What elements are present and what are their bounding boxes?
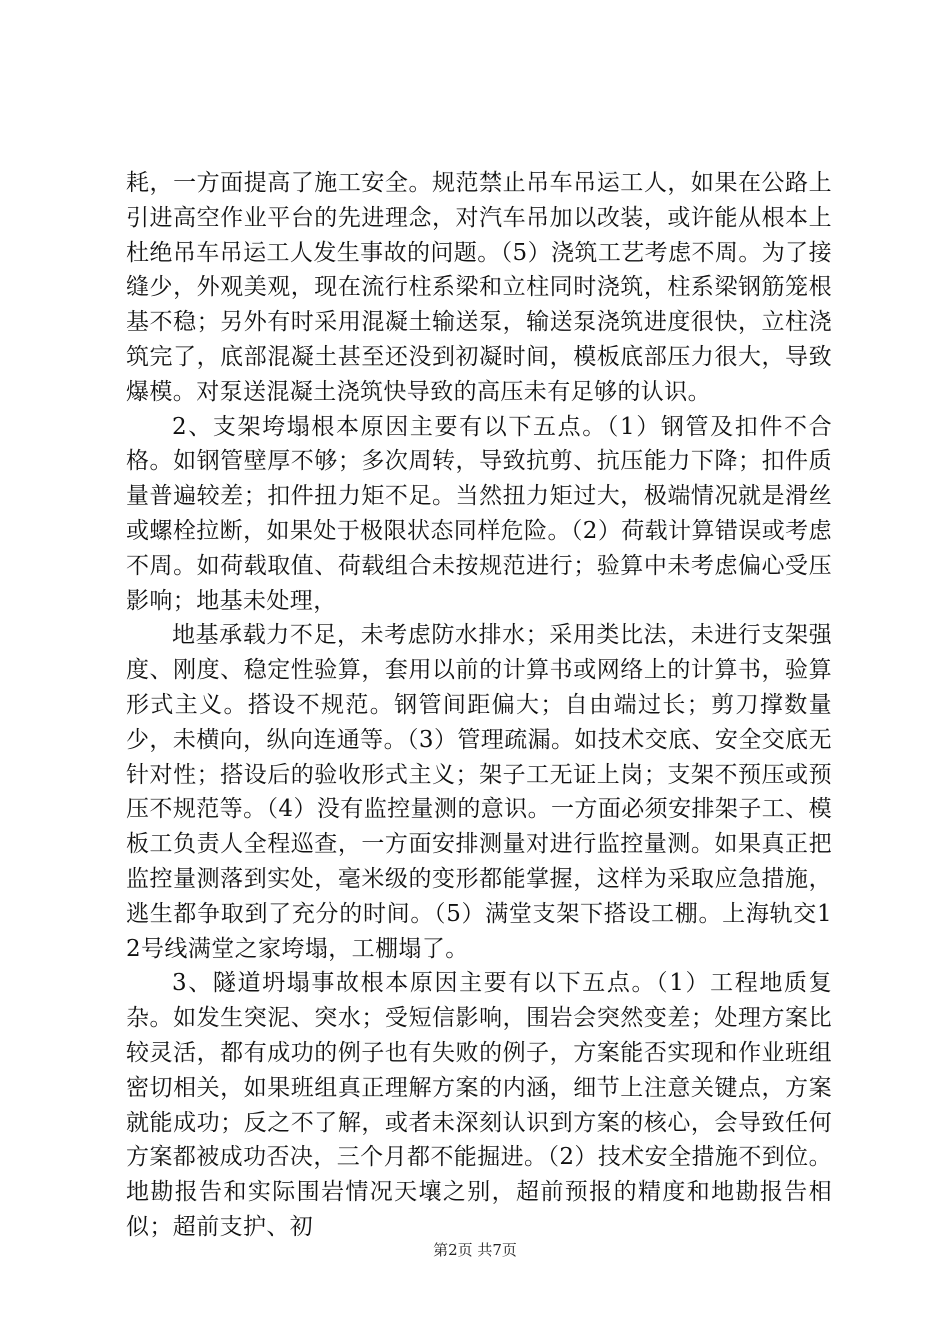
document-body xyxy=(126,166,832,1245)
paragraph-4: 3、隧道坍塌事故根本原因主要有以下五点。（1）工程地质复杂。如发生突泥、突水；受短信影响，围岩会突然变差；处理方案比较灵活，都有成功的例子也有失败的例子，方案能否实现和作业班组密切相关，如果班组真正理解方案的内涵，细节上注意关键点，方案就能成功；反之不了解，或者未深刻认识到方案的核心，会导致任何方案都被成功否决，三个月都不能掘进。（2）技术安全措施不到位。地勘报告和实际围岩情况天壤之别，超前预报的精度和地勘报告相似；超前支护、初 xyxy=(126,970,832,1240)
paragraph-2: 2、支架垮塌根本原因主要有以下五点。（1）钢管及扣件不合格。如钢管壁厚不够；多次周转，导致抗剪、抗压能力下降；扣件质量普遍较差；扣件扭力矩不足。当然扭力矩过大，极端情况就是滑丝或螺栓拉断，如果处于极限状态同样危险。（2）荷载计算错误或考虑不周。如荷载取值、荷载组合未按规范进行；验算中未考虑偏心受压影响；地基未处理， xyxy=(126,413,832,614)
paragraph-3: 地基承载力不足，未考虑防水排水；采用类比法，未进行支架强度、刚度、稳定性验算，套用以前的计算书或网络上的计算书，验算形式主义。搭设不规范。钢管间距偏大；自由端过长；剪刀撑数量少，未横向，纵向连通等。（3）管理疏漏。如技术交底、安全交底无针对性；搭设后的验收形式主义；架子工无证上岗；支架不预压或预压不规范等。（4）没有监控量测的意识。一方面必须安排架子工、模板工负责人全程巡查，一方面安排测量对进行监控量测。如果真正把监控量测落到实处，毫米级的变形都能掌握，这样为采取应急措施，逃生都争取到了充分的时间。（5）满堂支架下搭设工棚。上海轨交12号线满堂之家垮塌，工棚塌了。 xyxy=(126,622,832,962)
paragraph-1: 耗，一方面提高了施工安全。规范禁止吊车吊运工人，如果在公路上引进高空作业平台的先进理念，对汽车吊加以改装，或许能从根本上杜绝吊车吊运工人发生事故的问题。（5）浇筑工艺考虑不周。为了接缝少，外观美观，现在流行柱系梁和立柱同时浇筑，柱系梁钢筋笼根基不稳；另外有时采用混凝土输送泵，输送泵浇筑进度很快，立柱浇筑完了，底部混凝土甚至还没到初凝时间，模板底部压力很大，导致爆模。对泵送混凝土浇筑快导致的高压未有足够的认识。 xyxy=(126,170,832,405)
page-number-footer: 第2页 共7页 xyxy=(433,1241,517,1259)
